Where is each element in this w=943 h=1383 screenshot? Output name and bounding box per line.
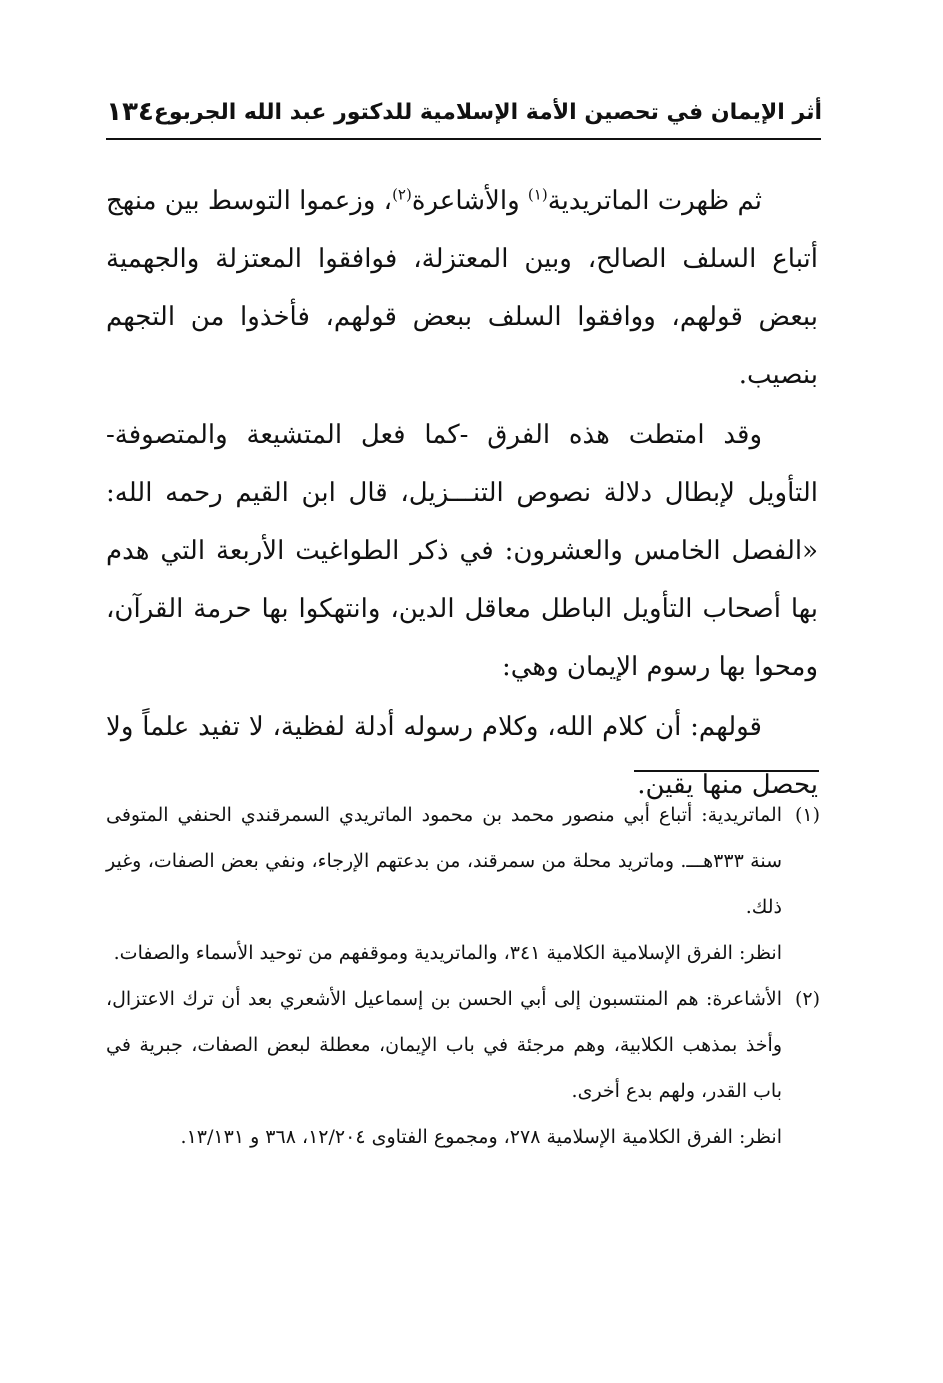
footnote-1 [106, 792, 820, 976]
header-title: أثر الإيمان في تحصين الأمة الإسلامية للدكتور عبد الله الجربوع [153, 99, 822, 125]
footnote-ref-2: (٢) [392, 185, 412, 204]
paragraph-1-part-c: ، وزعموا التوسط بين منهج أتباع السلف الصالح، وبين المعتزلة، فوافقوا المعتزلة والجهمية ببعض قولهم، ووافقوا السلف ببعض قولهم، فأخذوا من التجهم بنصيب. [105, 186, 818, 390]
footnote-text: الماتريدية: أتباع أبي منصور محمد بن محمود الماتريدي السمرقندي الحنفي المتوفى سنة ٣٣٣هـــ. وماتريد محلة من سمرقند، من بدعتهم الإرجاء، ونفي بعض الصفات، وغير ذلك. [106, 804, 782, 918]
header-rule [106, 138, 821, 140]
page-number: ١٣٤ [106, 97, 154, 127]
footnote-reference: انظر: الفرق الكلامية الإسلامية ٢٧٨، ومجموع الفتاوى ١٢/٢٠٤، ٣٦٨ و ١٣/١٣١. [180, 1126, 782, 1148]
footnote-text: الأشاعرة: هم المنتسبون إلى أبي الحسن بن إسماعيل الأشعري بعد أن ترك الاعتزال، وأخذ بمذهب الكلابية، وهم مرجئة في باب الإيمان، معطلة لبعض الصفات، جبرية في باب القدر، ولهم بدع أخرى. [106, 988, 782, 1102]
footnote-body [106, 976, 782, 1160]
paragraph-1-part-b: والأشاعرة [411, 186, 528, 216]
footnote-body [106, 792, 782, 976]
footnotes [106, 792, 820, 1160]
paragraph-3: قولهم: أن كلام الله، وكلام رسوله أدلة لفظية، لا تفيد علماً ولا يحصل منها يقين. [106, 712, 818, 800]
footnote-ref-1: (١) [527, 185, 548, 204]
paragraph-1-part-a: ثم ظهرت الماتريدية [547, 186, 762, 216]
footnote-2 [106, 976, 820, 1160]
running-header [108, 92, 822, 132]
footnote-number: (١) [794, 804, 820, 826]
footnote-number: (٢) [794, 988, 820, 1010]
footnote-reference: انظر: الفرق الإسلامية الكلامية ٣٤١، والماتريدية وموقفهم من توحيد الأسماء والصفات. [113, 942, 782, 964]
footnote-separator [634, 770, 819, 772]
main-text [106, 172, 818, 814]
paragraph-1 [106, 172, 818, 404]
paragraph-2: وقد امتطت هذه الفرق -كما فعل المتشيعة والمتصوفة- التأويل لإبطال دلالة نصوص التنـــزيل، قال ابن القيم رحمه الله: «الفصل الخامس والعشرون: في ذكر الطواغيت الأربعة التي هدم بها أصحاب التأويل الباطل معاقل الدين، وانتهكوا بها حرمة القرآن، ومحوا بها رسوم الإيمان وهي: [106, 420, 818, 682]
